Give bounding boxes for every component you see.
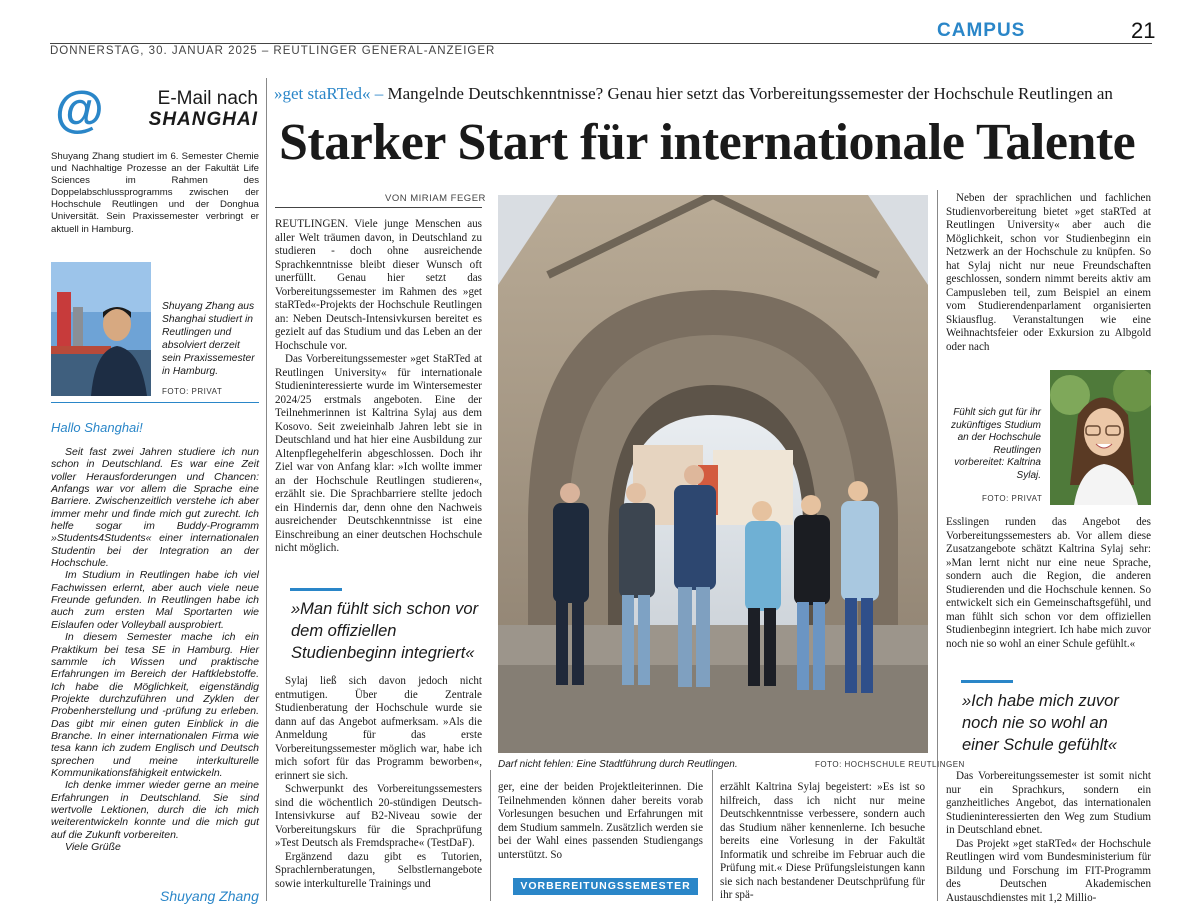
letter-greeting: Hallo Shanghai! bbox=[51, 420, 143, 435]
article-paragraph: REUTLINGEN. Viele junge Menschen aus aller Welt träumen davon, in Deutschland zu studieren - doch ohne ausreichende Sprachkenntnisse bleibt dieser Wunsch oft unerfüllt. Genau hier setzt das Vorbereitungssemester im Rahmen des »get staRTed«-Projekts der Hochschule Reutlingen an: Neben Deutsch-Intensivkursen bereitet es gezielt auf das Studium und das Leben an der Hochschule vor. bbox=[275, 218, 482, 353]
portrait-caption: Shuyang Zhang aus Shanghai studiert in Reutlingen und absolviert derzeit sein Praxissemester in Hamburg. bbox=[162, 300, 260, 378]
article-column-4-continued bbox=[946, 516, 1151, 651]
photo-credit: FOTO: HOCHSCHULE REUTLINGEN bbox=[815, 760, 965, 769]
sidebar-heading-city: SHANGHAI bbox=[140, 109, 258, 130]
letter-paragraph: In diesem Semester mache ich ein Praktikum bei tesa SE in Hamburg. Hier sammle ich Wissen und praktische Erfahrungen im Bereich der Haftklebstoffe. Ich habe die Möglichkeit, eigenständig Projekte durchzuführen und Zyklen der Probenherstellung und -prüfung zu erleben. Das gibt mir einen guten Einblick in die Branche. In einer internationalen Firma wie tesa kann ich zudem Englisch und Deutsch sprechen und meine interkulturelle Kommunikationsfähigkeit entwickeln. bbox=[51, 631, 259, 779]
byline-rule bbox=[275, 207, 482, 208]
article-paragraph: Das Vorbereitungssemester »get StaRTed at Reutlingen University« für internationale Studieninteressierte wurde im Wintersemester 2024/25 erstmals angeboten. Eine der Teilnehmerinnen ist Kaltrina Sylaj aus dem Kosovo. Seit zweieinhalb Jahren lebt sie in Deutschland und hat hier eine Ausbildung zur Altenpflegehelferin abgeschlossen. Doch ihr Ziel war von Anfang klar: »Ich wollte immer an der Hochschule Reutlingen studieren«, erzählt sie. Die Sprachbarriere stellte jedoch ein Hindernis dar, denn ohne den Nachweis ausreichender Deutschkenntnisse ist eine Einschreibung an einer deutschen Hochschule nicht möglich. bbox=[275, 353, 482, 556]
article-column-1 bbox=[275, 218, 482, 556]
at-icon: @ bbox=[55, 84, 105, 134]
sidebar-heading bbox=[140, 88, 258, 130]
column-rule bbox=[490, 770, 491, 901]
dateline: DONNERSTAG, 30. JANUAR 2025 – REUTLINGER GENERAL-ANZEIGER bbox=[50, 45, 495, 57]
portrait-right-caption: Fühlt sich gut für ihr zukünftiges Studium an der Hochschule Reutlingen vorbereitet: Kaltrina Sylaj. bbox=[946, 407, 1041, 482]
photo-caption: Darf nicht fehlen: Eine Stadtführung durch Reutlingen. bbox=[498, 759, 738, 770]
pullquote-2: »Ich habe mich zuvor noch nie so wohl an einer Schule gefühlt« bbox=[962, 690, 1147, 756]
portrait-kaltrina-sylaj bbox=[1050, 370, 1151, 505]
sidebar-intro: Shuyang Zhang studiert im 6. Semester Chemie und Nachhaltige Prozesse an der Fakultät Life Sciences im Rahmen des Doppelabschlussprogramms zwischen der Hochschule Reutlingen und der Donghua Universität. Sein Praxissemester verbringt er aktuell in Hamburg. bbox=[51, 151, 259, 236]
photo-credit: FOTO: PRIVAT bbox=[162, 387, 222, 396]
letter-paragraph: Im Studium in Reutlingen habe ich viel Fachwissen erlernt, aber auch viele neue Freunde gefunden. In Reutlingen habe ich auch zum ersten Mal Sportarten wie Eislaufen oder Volleyball ausprobiert. bbox=[51, 569, 259, 631]
pullquote-rule bbox=[961, 680, 1013, 683]
info-box-label: VORBEREITUNGSSEMESTER bbox=[513, 878, 698, 895]
article-paragraph: ger, eine der beiden Projektleiterinnen. Die Teilnehmenden können daher bereits vorab Vorlesungen besuchen und Erfahrungen mit dem Studium sammeln. Zusätzlich werden sie bei der Wahl eines passenden Studiengangs unterstützt. So bbox=[498, 781, 703, 862]
column-rule bbox=[712, 770, 713, 901]
section-label: CAMPUS bbox=[937, 20, 1025, 42]
byline: VON MIRIAM FEGER bbox=[385, 193, 486, 204]
article-column-1-continued bbox=[275, 675, 482, 891]
article-column-2 bbox=[498, 781, 703, 862]
article-column-4-end bbox=[946, 770, 1151, 905]
pullquote-1: »Man fühlt sich schon vor dem offiziellen Studienbeginn integriert« bbox=[291, 598, 481, 664]
letter-body bbox=[51, 446, 259, 853]
kicker-text: Mangelnde Deutschkenntnisse? Genau hier setzt das Vorbereitungssemester der Hochschule Reutlingen an bbox=[387, 84, 1112, 103]
letter-paragraph: Ich denke immer wieder gerne an meine Erfahrungen in Deutschland. Sie sind wertvolle Lektionen, durch die ich mich weiterentwickeln konnte und die mich gut auf die Zukunft vorbereiten. bbox=[51, 779, 259, 841]
column-rule bbox=[937, 190, 938, 901]
letter-signature: Shuyang Zhang bbox=[160, 888, 259, 904]
letter-paragraph: Seit fast zwei Jahren studiere ich nun schon in Deutschland. Es war eine Zeit voller Herausforderungen und Chancen: Anfangs war vor allem die Sprache eine Barriere. Zwischenzeitlich verstehe ich aber immer mehr und finde mich gut zurecht. Ich helfe sogar im Buddy-Programm »Students4Students« einer internationalen Studentin bei der Integration an der Hochschule. bbox=[51, 446, 259, 569]
article-column-4 bbox=[946, 192, 1151, 354]
sidebar-heading-line1: E-Mail nach bbox=[158, 88, 258, 109]
headline: Starker Start für internationale Talente bbox=[279, 112, 1135, 174]
kicker bbox=[274, 84, 1113, 104]
page-number: 21 bbox=[1131, 18, 1155, 44]
article-paragraph: Das Vorbereitungssemester ist somit nicht nur ein Sprachkurs, sondern ein ganzheitliches Angebot, das internationalen Studieninteressierten den Weg zum Studium in Deutschland ebnet. bbox=[946, 770, 1151, 838]
article-paragraph: Neben der sprachlichen und fachlichen Studienvorbereitung bietet »get staRTed at Reutlingen University« aber auch die Möglichkeit, schon vor Studienbeginn ein Netzwerk an der Hochschule zu knüpfen. So hat Sylaj nicht nur neue Freundschaften geschlossen, sondern nimmt bereits aktiv am Campusleben teil, zum Beispiel an einem vom Studierendenparlament organisierten Skiausflug. Veranstaltungen wie eine Weihnachtsfeier oder Exkursion zu Albgold oder nach bbox=[946, 192, 1151, 354]
portrait-shuyang-zhang bbox=[51, 262, 151, 396]
article-paragraph: Schwerpunkt des Vorbereitungssemesters sind die wöchentlich 20-stündigen Deutsch-Intensivkurse auf B2-Niveau sowie der Vorbereitungskurs für die Sprachprüfung »Test Deutsch als Fremdsprache« (TestDaF). bbox=[275, 783, 482, 851]
article-column-3 bbox=[720, 781, 925, 903]
sidebar-separator bbox=[51, 402, 259, 403]
header-rule bbox=[50, 43, 1152, 44]
photo-credit: FOTO: PRIVAT bbox=[982, 494, 1042, 503]
article-paragraph: Ergänzend dazu gibt es Tutorien, Sprachlernberatungen, Selbstlernangebote sowie interkulturelle Trainings und bbox=[275, 851, 482, 892]
article-paragraph: erzählt Kaltrina Sylaj begeistert: »Es ist so hilfreich, dass ich nicht nur meine Deutschkenntnisse verbessere, sondern auch das Studium näher kennenlerne. Ich besuche bereits eine Vorlesung in der Fakultät Informatik und schreibe im Februar auch die Prüfung mit.« Diese Prüfungsleistungen kann sie sich nach bestandener Deutschprüfung für ihr spä- bbox=[720, 781, 925, 903]
column-rule bbox=[266, 78, 267, 901]
article-paragraph: Sylaj ließ sich davon jedoch nicht entmutigen. Über die Zentrale Studienberatung der Hochschule wurde sie dann auf das Angebot aufmerksam. »Als die Anmeldung für das erste Vorbereitungssemester möglich war, habe ich mich sofort für das Programm beworben«, erinnert sie sich. bbox=[275, 675, 482, 783]
article-paragraph: Esslingen runden das Angebot des Vorbereitungssemesters ab. Vor allem diese Zusatzangebote schätzt Kaltrina Sylaj sehr: »Man lernt nicht nur eine neue Sprache, sondern auch die Region, die anderen Studierenden und die Hochschule kennen. So entwickelt sich ein Gemeinschaftsgefühl, und man fühlt sich schon vor dem offiziellen Studienbeginn integriert. Ich habe mich zuvor noch nie so wohl an einer Schule gefühlt.« bbox=[946, 516, 1151, 651]
letter-closing: Viele Grüße bbox=[51, 841, 259, 853]
kicker-tag: »get staRTed« – bbox=[274, 84, 383, 103]
group-photo-city-tour bbox=[498, 195, 928, 753]
article-paragraph: Das Projekt »get staRTed« der Hochschule Reutlingen wird vom Bundesministerium für Bildung und Forschung im FIT-Programm des Deutschen Akademischen Austauschdienstes mit 1,2 Millio- bbox=[946, 838, 1151, 905]
pullquote-rule bbox=[290, 588, 342, 591]
